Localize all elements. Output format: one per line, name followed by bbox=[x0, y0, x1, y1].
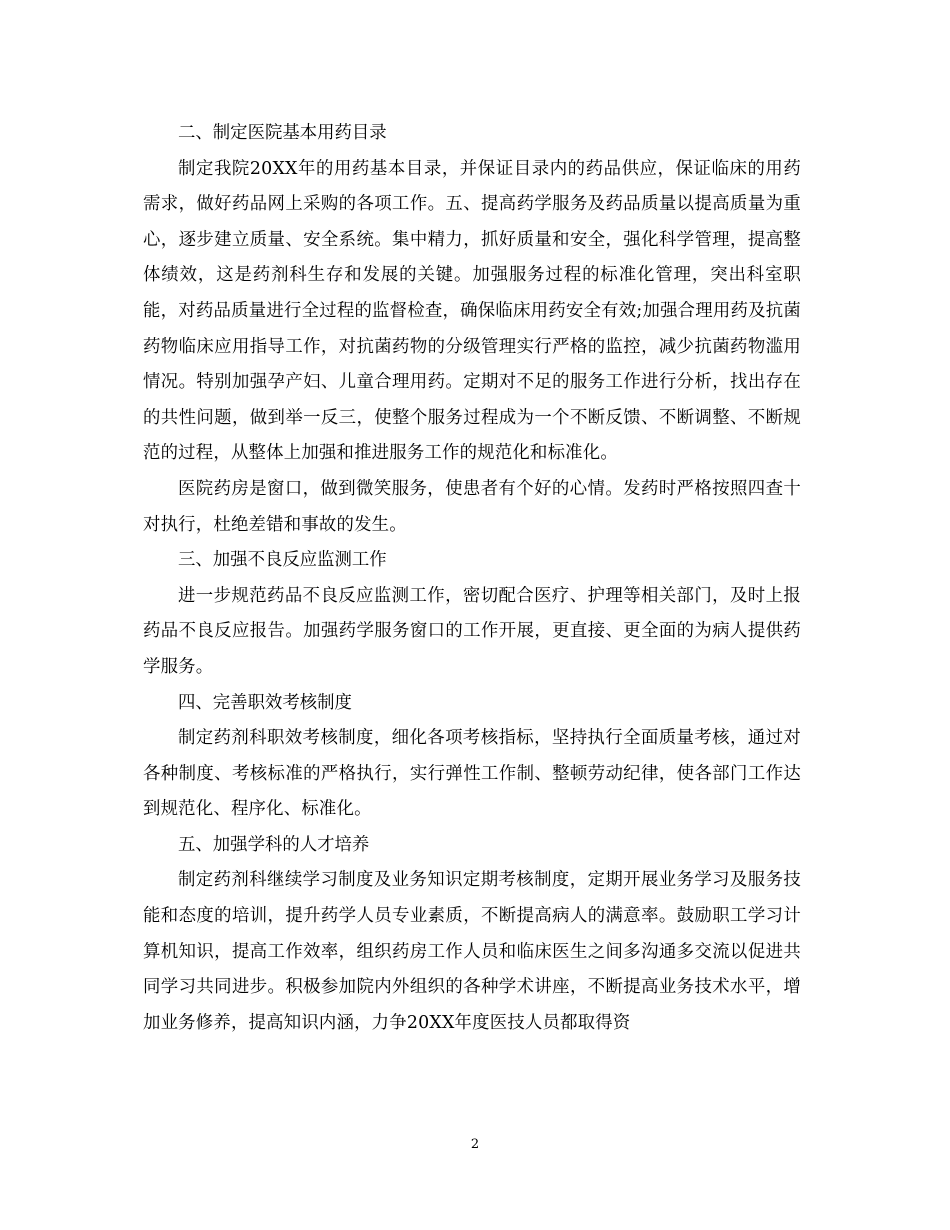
section-heading: 四、完善职效考核制度 bbox=[178, 692, 352, 713]
paragraph: 制定药剂科职效考核制度，细化各项考核指标，坚持执行全面质量考核，通过对各种制度、考核标准的严格执行，实行弹性工作制、整顿劳动纪律，使各部门工作达到规范化、程序化、标准化。 bbox=[143, 728, 801, 820]
paragraph: 制定药剂科继续学习制度及业务知识定期考核制度，定期开展业务学习及服务技能和态度的培训，提升药学人员专业素质，不断提高病人的满意率。鼓励职工学习计算机知识，提高工作效率，组织药房工作人员和临床医生之间多沟通多交流以促进共同学习共同进步。积极参加院内外组织的各种学术讲座，不断提高业务技术水平，增加业务修养，提高知识内涵，力争20XX年度医技人员都取得资 bbox=[143, 870, 801, 1033]
paragraph: 制定我院20XX年的用药基本目录，并保证目录内的药品供应，保证临床的用药需求，做好药品网上采购的各项工作。五、提高药学服务及药品质量以提高质量为重心，逐步建立质量、安全系统。集中精力，抓好质量和安全，强化科学管理，提高整体绩效，这是药剂科生存和发展的关键。加强服务过程的标准化管理，突出科室职能，对药品质量进行全过程的监督检查，确保临床用药安全有效;加强合理用药及抗菌药物临床应用指导工作，对抗菌药物的分级管理实行严格的监控，减少抗菌药物滥用情况。特别加强孕产妇、儿童合理用药。定期对不足的服务工作进行分析，找出存在的共性问题，做到举一反三，使整个服务过程成为一个不断反馈、不断调整、不断规范的过程，从整体上加强和推进服务工作的规范化和标准化。 bbox=[143, 158, 801, 464]
section-heading: 五、加强学科的人才培养 bbox=[178, 834, 370, 855]
section-heading: 三、加强不良反应监测工作 bbox=[178, 550, 387, 571]
section-heading: 二、制定医院基本用药目录 bbox=[178, 123, 387, 143]
paragraph: 医院药房是窗口，做到微笑服务，使患者有个好的心情。发药时严格按照四查十对执行，杜绝差错和事故的发生。 bbox=[143, 478, 801, 535]
page-number: 2 bbox=[470, 1137, 480, 1152]
document-body bbox=[143, 116, 801, 1041]
paragraph: 进一步规范药品不良反应监测工作，密切配合医疗、护理等相关部门，及时上报药品不良反应报告。加强药学服务窗口的工作开展，更直接、更全面的为病人提供药学服务。 bbox=[143, 585, 801, 677]
